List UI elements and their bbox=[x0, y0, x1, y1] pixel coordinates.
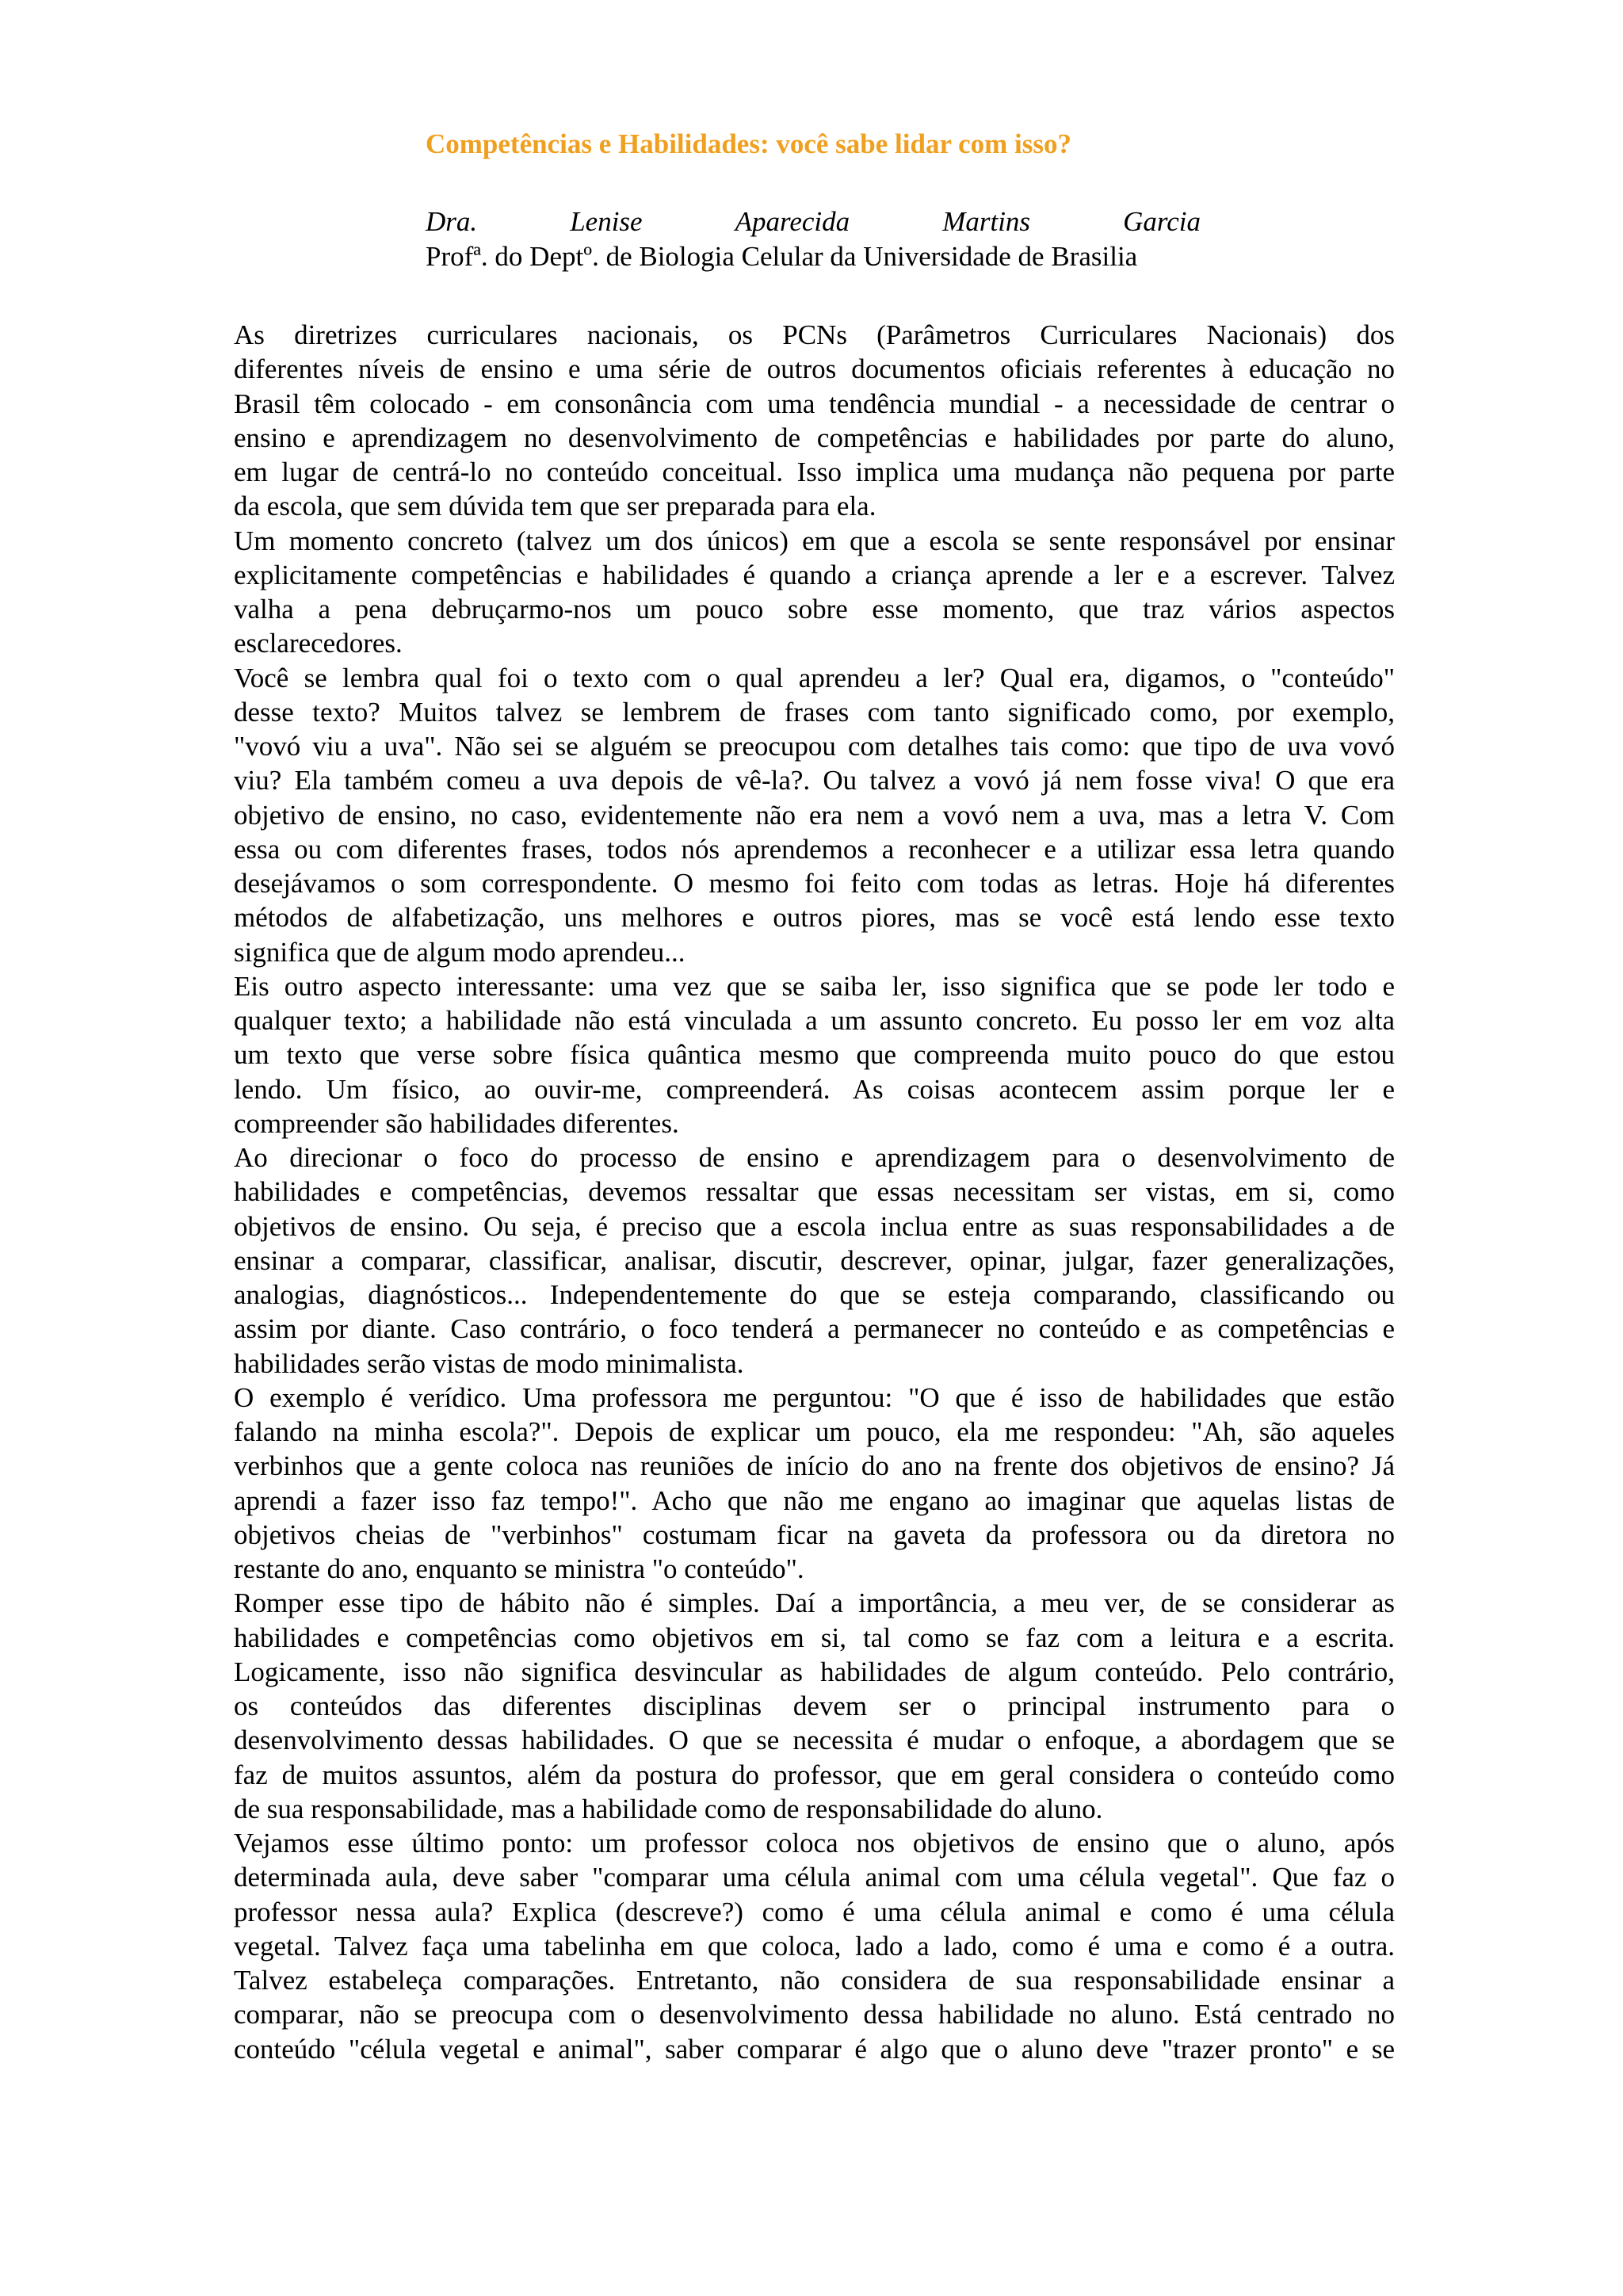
paragraph-line: habilidades e competências, devemos ressaltar que essas necessitam ser vistas, em si, como bbox=[234, 1176, 1395, 1208]
paragraph-line: assim por diante. Caso contrário, o foco tenderá a permanecer no conteúdo e as competências e bbox=[234, 1313, 1395, 1345]
paragraph-line: O exemplo é verídico. Uma professora me perguntou: "O que é isso de habilidades que estão bbox=[234, 1381, 1395, 1413]
paragraph-line: Vejamos esse último ponto: um professor coloca nos objetivos de ensino que o aluno, após bbox=[234, 1828, 1395, 1859]
paragraph-line: Logicamente, isso não significa desvincular as habilidades de algum conteúdo. Pelo contrário, bbox=[234, 1656, 1395, 1687]
paragraph-line: "vovó viu a uva". Não sei se alguém se preocupou com detalhes tais como: que tipo de uva vovó bbox=[234, 731, 1395, 762]
paragraph-line: diferentes níveis de ensino e uma série de outros documentos oficiais referentes à educação no bbox=[234, 353, 1395, 385]
paragraph-line: em lugar de centrá-lo no conteúdo conceitual. Isso implica uma mudança não pequena por parte bbox=[234, 457, 1395, 487]
body-paragraph bbox=[234, 524, 1395, 661]
paragraph-line: essa ou com diferentes frases, todos nós aprendemos a reconhecer e a utilizar essa letra quando bbox=[234, 833, 1395, 865]
paragraph-line: lendo. Um físico, ao ouvir-me, compreenderá. As coisas acontecem assim porque ler e bbox=[234, 1073, 1395, 1105]
paragraph-line: esclarecedores. bbox=[234, 628, 403, 659]
paragraph-line: métodos de alfabetização, uns melhores e outros piores, mas se você está lendo esse texto bbox=[234, 902, 1395, 934]
paragraph-line: desejávamos o som correspondente. O mesmo foi feito com todas as letras. Hoje há diferentes bbox=[234, 868, 1395, 899]
paragraph-line: Eis outro aspecto interessante: uma vez que se saiba ler, isso significa que se pode ler todo e bbox=[234, 970, 1395, 1002]
paragraph-line: Ao direcionar o foco do processo de ensino e aprendizagem para o desenvolvimento de bbox=[234, 1142, 1395, 1173]
body-paragraph bbox=[234, 661, 1395, 969]
paragraph-line: desenvolvimento dessas habilidades. O que se necessita é mudar o enfoque, a abordagem que se bbox=[234, 1725, 1395, 1756]
paragraph-line: Romper esse tipo de hábito não é simples. Daí a importância, a meu ver, de se considerar as bbox=[234, 1587, 1395, 1619]
paragraph-line: Brasil têm colocado - em consonância com uma tendência mundial - a necessidade de centrar o bbox=[234, 388, 1395, 419]
body-paragraph bbox=[234, 1586, 1395, 1826]
paragraph-line: As diretrizes curriculares nacionais, os PCNs (Parâmetros Curriculares Nacionais) dos bbox=[234, 319, 1395, 350]
paragraph-line: desse texto? Muitos talvez se lembrem de frases com tanto significado como, por exemplo, bbox=[234, 696, 1395, 728]
document-title: Competências e Habilidades: você sabe lidar com isso? bbox=[426, 128, 1072, 159]
paragraph-line: Um momento concreto (talvez um dos únicos) em que a escola se sente responsável por ensinar bbox=[234, 525, 1395, 556]
author-name-word: Aparecida bbox=[735, 206, 850, 237]
paragraph-line: aprendi a fazer isso faz tempo!". Acho que não me engano ao imaginar que aquelas listas de bbox=[234, 1484, 1395, 1516]
paragraph-line: restante do ano, enquanto se ministra "o conteúdo". bbox=[234, 1553, 804, 1584]
paragraph-line: explicitamente competências e habilidades é quando a criança aprende a ler e a escrever. Talvez bbox=[234, 559, 1395, 590]
paragraph-line: Você se lembra qual foi o texto com o qual aprendeu a ler? Qual era, digamos, o "conteúdo" bbox=[234, 662, 1395, 693]
paragraph-line: ensino e aprendizagem no desenvolvimento de competências e habilidades por parte do aluno, bbox=[234, 422, 1395, 453]
paragraph-line: comparar, não se preocupa com o desenvolvimento dessa habilidade no aluno. Está centrado no bbox=[234, 1999, 1395, 2030]
paragraph-line: viu? Ela também comeu a uva depois de vê-la?. Ou talvez a vovó já nem fosse viva! O que era bbox=[234, 765, 1395, 797]
body-paragraph bbox=[234, 1140, 1395, 1381]
paragraph-line: habilidades serão vistas de modo minimalista. bbox=[234, 1347, 744, 1379]
author-name bbox=[426, 204, 1201, 239]
paragraph-line: conteúdo "célula vegetal e animal", saber comparar é algo que o aluno deve "trazer pronto" e se bbox=[234, 2033, 1395, 2065]
paragraph-line: analogias, diagnósticos... Independentemente do que se esteja comparando, classificando ou bbox=[234, 1279, 1395, 1310]
paragraph-line: verbinhos que a gente coloca nas reuniões de início do ano na frente dos objetivos de ensino? Já bbox=[234, 1450, 1395, 1482]
paragraph-line: de sua responsabilidade, mas a habilidade como de responsabilidade do aluno. bbox=[234, 1793, 1103, 1824]
paragraph-line: faz de muitos assuntos, além da postura do professor, que em geral considera o conteúdo como bbox=[234, 1759, 1395, 1790]
author-affiliation: Profª. do Deptº. de Biologia Celular da Universidade de Brasilia bbox=[426, 241, 1138, 272]
body-paragraph bbox=[234, 969, 1395, 1140]
paragraph-line: habilidades e competências como objetivos em si, tal como se faz com a leitura e a escrita. bbox=[234, 1622, 1395, 1653]
paragraph-line: professor nessa aula? Explica (descreve?) como é uma célula animal e como é uma célula bbox=[234, 1896, 1395, 1927]
body-text bbox=[234, 318, 1395, 2066]
paragraph-line: compreender são habilidades diferentes. bbox=[234, 1107, 679, 1139]
paragraph-line: Talvez estabeleça comparações. Entretanto, não considera de sua responsabilidade ensinar a bbox=[234, 1965, 1395, 1996]
paragraph-line: objetivo de ensino, no caso, evidentemente não era nem a vovó nem a uva, mas a letra V. Com bbox=[234, 799, 1395, 831]
author-block bbox=[426, 204, 1201, 274]
paragraph-line: qualquer texto; a habilidade não está vinculada a um assunto concreto. Eu posso ler em voz alta bbox=[234, 1005, 1395, 1036]
body-paragraph bbox=[234, 1826, 1395, 2066]
paragraph-line: objetivos cheias de "verbinhos" costumam ficar na gaveta da professora ou da diretora no bbox=[234, 1519, 1395, 1550]
paragraph-line: os conteúdos das diferentes disciplinas devem ser o principal instrumento para o bbox=[234, 1690, 1395, 1721]
author-name-word: Dra. bbox=[426, 206, 478, 237]
paragraph-line: ensinar a comparar, classificar, analisar, discutir, descrever, opinar, julgar, fazer generalizações, bbox=[234, 1244, 1395, 1276]
author-name-word: Lenise bbox=[570, 206, 643, 237]
body-paragraph bbox=[234, 1381, 1395, 1587]
paragraph-line: significa que de algum modo aprendeu... bbox=[234, 936, 685, 968]
paragraph-line: determinada aula, deve saber "comparar uma célula animal com uma célula vegetal". Que faz o bbox=[234, 1862, 1395, 1893]
author-name-word: Garcia bbox=[1123, 206, 1201, 237]
paragraph-line: objetivos de ensino. Ou seja, é preciso que a escola inclua entre as suas responsabilidades a de bbox=[234, 1210, 1395, 1242]
paragraph-line: um texto que verse sobre física quântica mesmo que compreenda muito pouco do que estou bbox=[234, 1039, 1395, 1071]
paragraph-line: falando na minha escola?". Depois de explicar um pouco, ela me respondeu: "Ah, são aqueles bbox=[234, 1416, 1395, 1447]
body-paragraph bbox=[234, 318, 1395, 524]
paragraph-line: vegetal. Talvez faça uma tabelinha em que coloca, lado a lado, como é uma e como é a outra. bbox=[234, 1930, 1395, 1962]
paragraph-line: da escola, que sem dúvida tem que ser preparada para ela. bbox=[234, 491, 876, 522]
author-name-word: Martins bbox=[942, 206, 1031, 237]
paragraph-line: valha a pena debruçarmo-nos um pouco sobre esse momento, que traz vários aspectos bbox=[234, 594, 1395, 625]
